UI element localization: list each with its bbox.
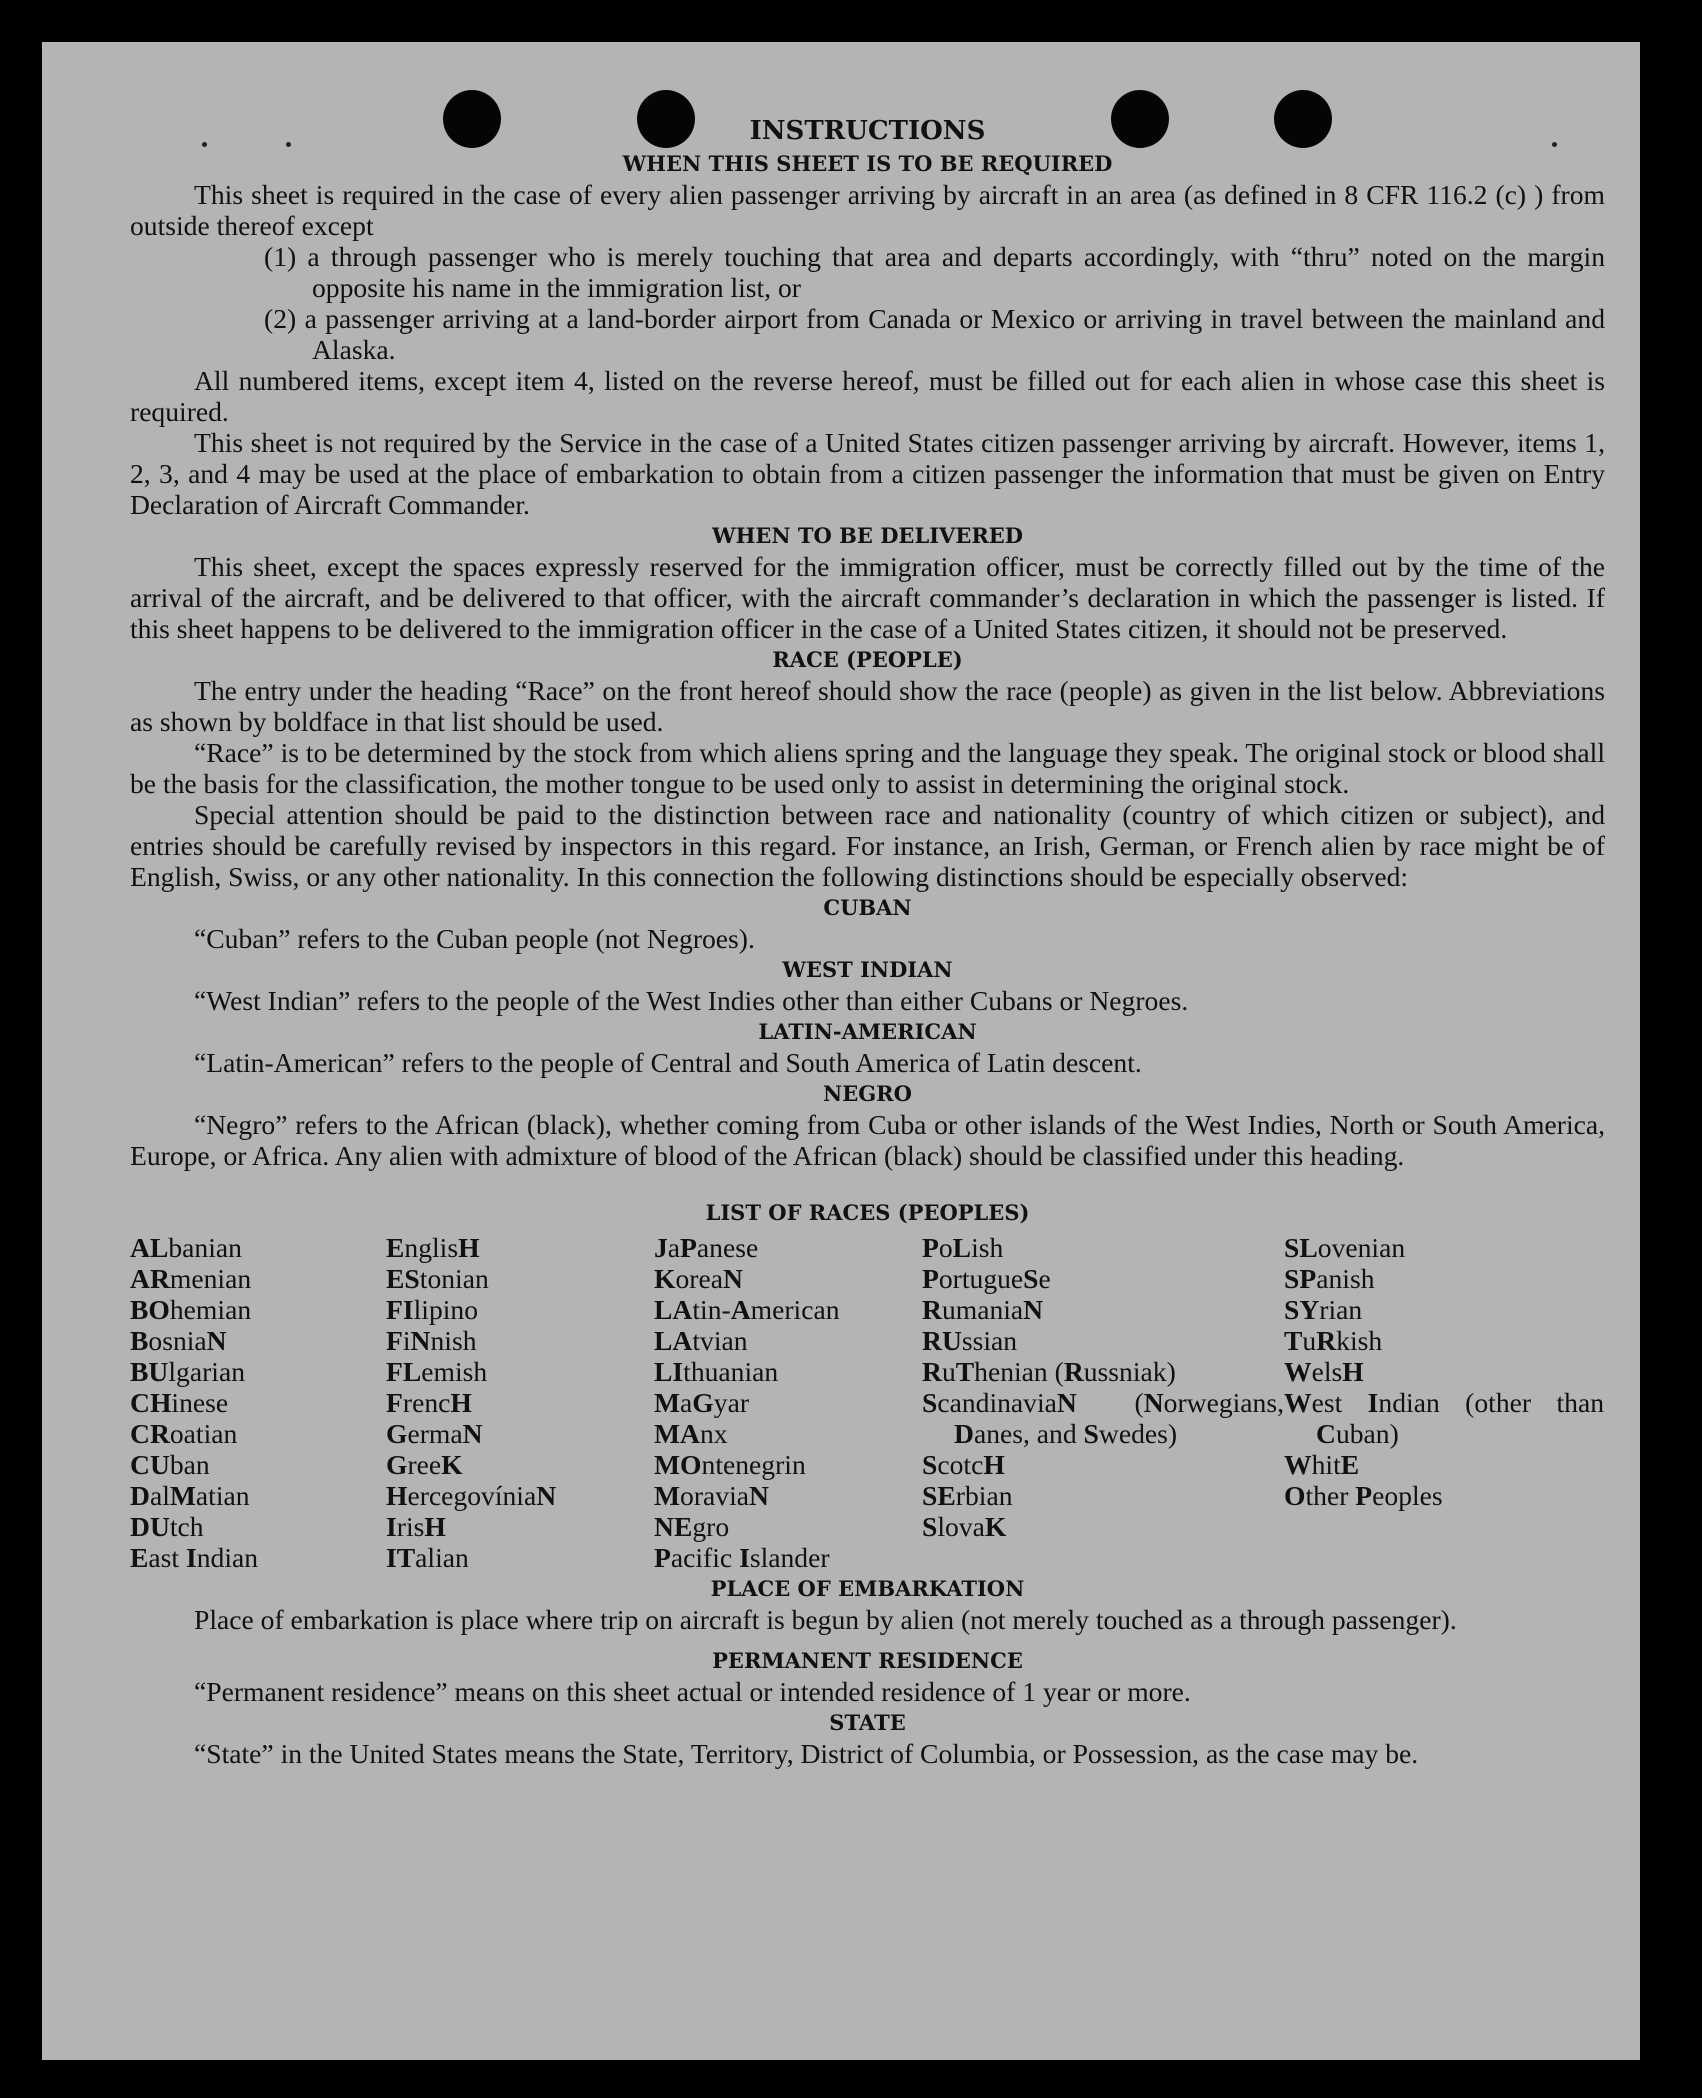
list-item: (1) a through passenger who is merely touching that area and departs accordingly, with “thru” noted on the margin opposite his name in the immigration list, or [264,241,1605,303]
section-title-delivered: WHEN TO BE DELIVERED [711,523,1023,548]
section-title-negro: NEGRO [823,1081,912,1106]
section-title-race: RACE (PEOPLE) [772,647,963,672]
page-title: INSTRUCTIONS [749,116,986,146]
race-entry: ScandinaviaN (Norwegians, Danes, and Swedes) [922,1387,1284,1449]
race-entry: CHinese [130,1387,229,1418]
race-entry: MoraviaN [654,1480,769,1511]
race-entry: RuThenian (Russniak) [922,1356,1176,1387]
race-entry: EnglisH [386,1232,480,1263]
section-title-cuban: CUBAN [823,895,912,920]
race-entry: LAtin-American [654,1294,840,1325]
race-entry: ALbanian [130,1232,242,1263]
race-entry: LAtvian [654,1325,748,1356]
race-entry: SErbian [922,1480,1013,1511]
paragraph: “West Indian” refers to the people of the West Indies other than either Cubans or Negroes. [194,985,1189,1016]
race-entry: BosniaN [130,1325,227,1356]
race-entry: ARmenian [130,1263,252,1294]
race-entry: KoreaN [654,1263,743,1294]
race-column [386,1232,654,1573]
section-title-list-of-races: LIST OF RACES (PEOPLES) [705,1200,1030,1225]
race-entry: WhitE [1284,1449,1360,1480]
race-entry: MaGyar [654,1387,750,1418]
race-column [1284,1232,1604,1573]
race-entry: DalMatian [130,1480,250,1511]
race-entry: EStonian [386,1263,489,1294]
paragraph: “Latin-American” refers to the people of Central and South America of Latin descent. [194,1047,1142,1078]
race-entry: MOntenegrin [654,1449,806,1480]
race-column [654,1232,922,1573]
race-entry: SLovenian [1284,1232,1406,1263]
race-entry: NEgro [654,1511,730,1542]
paragraph: Place of embarkation is place where trip on aircraft is begun by alien (not merely touched as a through passenger). [194,1604,1457,1635]
race-entry: PoLish [922,1232,1004,1263]
section-title-latin-american: LATIN-AMERICAN [758,1019,977,1044]
race-entry: DUtch [130,1511,204,1542]
race-entry: PortugueSe [922,1263,1051,1294]
paragraph: “Cuban” refers to the Cuban people (not Negroes). [194,923,755,954]
race-entry: IrisH [386,1511,446,1542]
race-entry: RumaniaN [922,1294,1044,1325]
section-title-embarkation: PLACE OF EMBARKATION [710,1576,1025,1601]
race-entry: RUssian [922,1325,1018,1356]
race-entry: FrencH [386,1387,472,1418]
race-column [922,1232,1284,1573]
paragraph: The entry under the heading “Race” on the front hereof should show the race (people) as given in the list below. Abbreviations as shown by boldface in that list should be used. [130,675,1605,737]
race-entry: GermaN [386,1418,483,1449]
paragraph: This sheet is not required by the Service in the case of a United States citizen passenger arriving by aircraft. However, items 1, 2, 3, and 4 may be used at the place of embarkation to obtain from a citizen passenger the information that must be given on Entry Declaration of Aircraft Commander. [130,427,1605,520]
race-entry: ScotcH [922,1449,1005,1480]
race-entry: SPanish [1284,1263,1375,1294]
race-entry: LIthuanian [654,1356,779,1387]
race-entry: SlovaK [922,1511,1007,1542]
race-entry: SYrian [1284,1294,1363,1325]
race-entry: FLemish [386,1356,488,1387]
race-entry: HercegovíniaN [386,1480,557,1511]
race-entry: East Indian [130,1542,259,1573]
paragraph: Special attention should be paid to the distinction between race and nationality (country of which citizen or subject), and entries should be carefully revised by inspectors in this regard. For instance, an Irish, German, or French alien by race might be of English, Swiss, or any other nationality. In this connection the following distinctions should be especially observed: [130,799,1605,892]
race-column [130,1232,386,1573]
race-entry: BUlgarian [130,1356,245,1387]
section-title-state: STATE [829,1710,906,1735]
race-entry: BOhemian [130,1294,252,1325]
document-sheet [42,42,1640,2060]
race-entry: ITalian [386,1542,469,1573]
race-entry: CUban [130,1449,210,1480]
section-title-west-indian: WEST INDIAN [782,957,953,982]
list-item: (2) a passenger arriving at a land-border airport from Canada or Mexico or arriving in travel between the mainland and Alaska. [264,303,1605,365]
paragraph: “Negro” refers to the African (black), whether coming from Cuba or other islands of the West Indies, North or South America, Europe, or Africa. Any alien with admixture of blood of the African (black) should be classified under this heading. [130,1109,1605,1171]
race-entry: Other Peoples [1284,1480,1443,1511]
race-list [130,1232,1605,1573]
paragraph: “Permanent residence” means on this sheet actual or intended residence of 1 year or more. [194,1676,1191,1707]
section-title-required: WHEN THIS SHEET IS TO BE REQUIRED [622,151,1113,176]
paragraph: All numbered items, except item 4, listed on the reverse hereof, must be filled out for each alien in whose case this sheet is required. [130,365,1605,427]
paragraph: “State” in the United States means the State, Territory, District of Columbia, or Possession, as the case may be. [194,1738,1419,1769]
race-entry: FiNnish [386,1325,477,1356]
race-entry: CRoatian [130,1418,238,1449]
race-entry: GreeK [386,1449,463,1480]
race-entry: JaPanese [654,1232,759,1263]
paragraph: This sheet is required in the case of every alien passenger arriving by aircraft in an area (as defined in 8 CFR 116.2 (c) ) from outside thereof except [130,179,1605,241]
race-entry: TuRkish [1284,1325,1383,1356]
race-entry: MAnx [654,1418,728,1449]
paragraph: This sheet, except the spaces expressly reserved for the immigration officer, must be correctly filled out by the time of the arrival of the aircraft, and be delivered to that officer, with the aircraft commander’s declaration in which the passenger is listed. If this sheet happens to be delivered to the immigration officer in the case of a United States citizen, it should not be preserved. [130,551,1605,644]
race-entry: West Indian (other than Cuban) [1284,1387,1604,1449]
paragraph: “Race” is to be determined by the stock from which aliens spring and the language they speak. The original stock or blood shall be the basis for the classification, the mother tongue to be used only to assist in determining the original stock. [130,737,1605,799]
section-title-residence: PERMANENT RESIDENCE [712,1648,1023,1673]
race-entry: Pacific Islander [654,1542,830,1573]
race-entry: FIlipino [386,1294,479,1325]
instructions-content [130,114,1605,1769]
race-entry: WelsH [1284,1356,1364,1387]
